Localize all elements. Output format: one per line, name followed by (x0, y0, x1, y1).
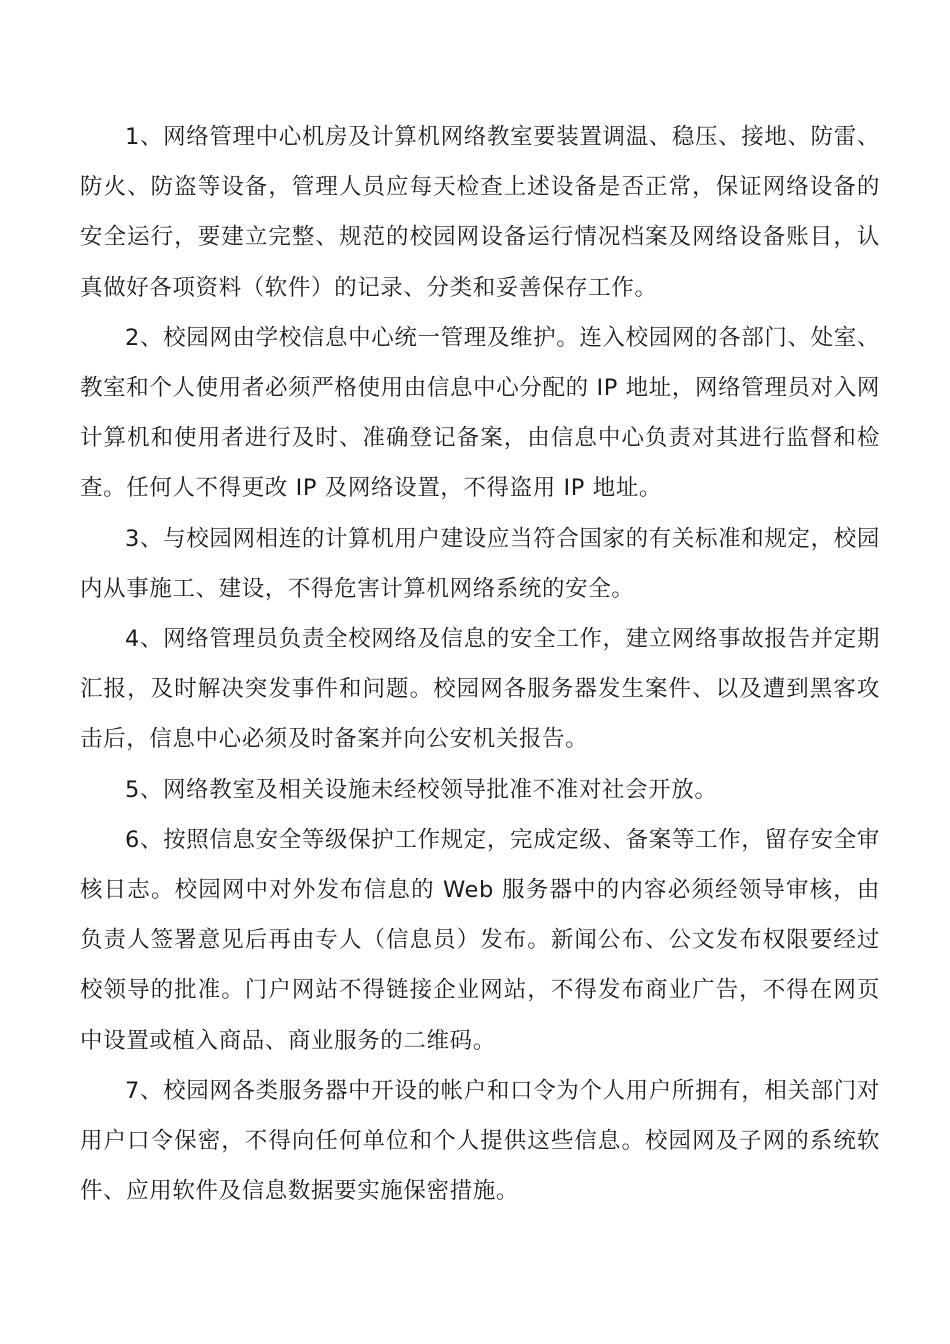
paragraph-2: 2、校园网由学校信息中心统一管理及维护。连入校园网的各部门、处室、教室和个人使用者必须严格使用由信息中心分配的 IP 地址，网络管理员对入网计算机和使用者进行及时、准确登记备案，由信息中心负责对其进行监督和检查。任何人不得更改 IP 及网络设置，不得盗用 IP 地址。 (80, 324, 880, 502)
paragraph-7: 7、校园网各类服务器中开设的帐户和口令为个人用户所拥有，相关部门对用户口令保密，不得向任何单位和个人提供这些信息。校园网及子网的系统软件、应用软件及信息数据要实施保密措施。 (80, 1077, 880, 1205)
paragraph-6: 6、按照信息安全等级保护工作规定，完成定级、备案等工作，留存安全审核日志。校园网中对外发布信息的 Web 服务器中的内容必须经领导审核，由负责人签署意见后再由专人（信息员）发布。新闻公布、公文发布权限要经过校领导的批准。门户网站不得链接企业网站，不得发布商业广告，不得在网页中设置或植入商品、商业服务的二维码。 (80, 826, 880, 1054)
paragraph-5: 5、网络教室及相关设施未经校领导批准不准对社会开放。 (125, 776, 718, 803)
document-body (80, 112, 880, 1216)
paragraph-3: 3、与校园网相连的计算机用户建设应当符合国家的有关标准和规定，校园内从事施工、建设，不得危害计算机网络系统的安全。 (80, 525, 880, 602)
paragraph-4: 4、网络管理员负责全校网络及信息的安全工作，建立网络事故报告并定期汇报，及时解决突发事件和问题。校园网各服务器发生案件、以及遭到黑客攻击后，信息中心必须及时备案并向公安机关报告。 (80, 626, 880, 753)
paragraph-1: 1、网络管理中心机房及计算机网络教室要装置调温、稳压、接地、防雷、防火、防盗等设备，管理人员应每天检查上述设备是否正常，保证网络设备的安全运行，要建立完整、规范的校园网设备运行情况档案及网络设备账目，认真做好各项资料（软件）的记录、分类和妥善保存工作。 (80, 124, 880, 301)
